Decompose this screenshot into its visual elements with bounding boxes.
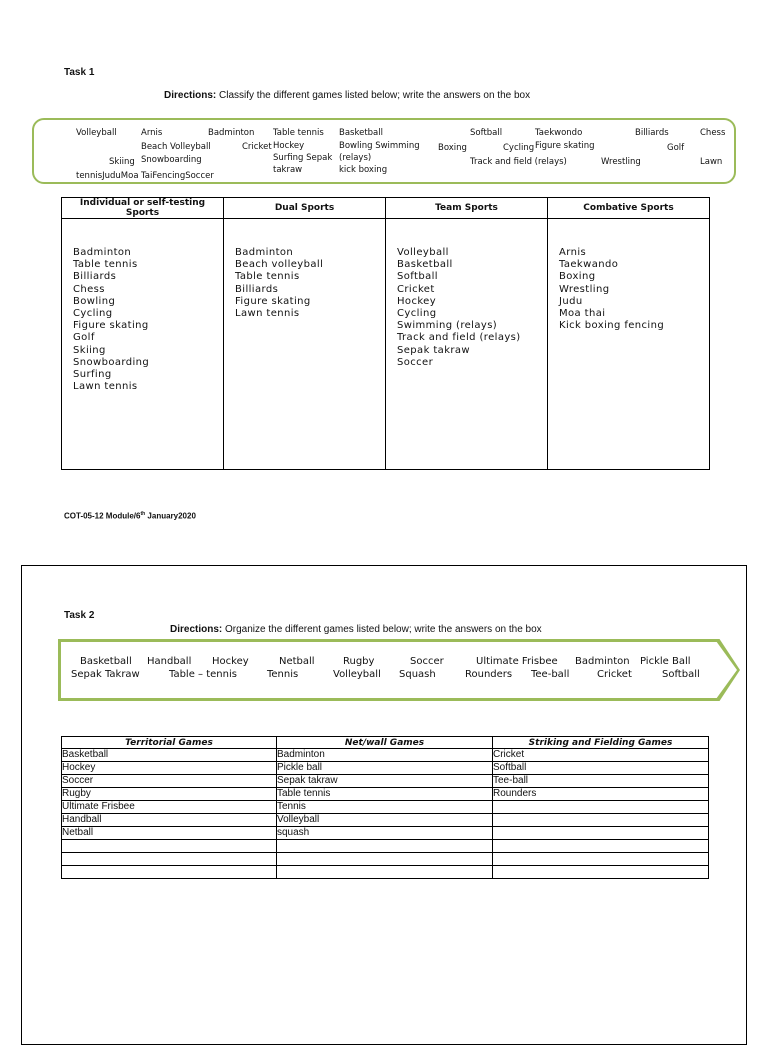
table-cell (277, 840, 493, 853)
t2-header-netwall: Net/wall Games (277, 737, 493, 749)
sport-item: Wrestling (559, 283, 610, 295)
footer-sup: th (140, 511, 146, 517)
table-cell: Rounders (493, 788, 709, 801)
table-cell (62, 840, 277, 853)
table-row (62, 775, 709, 788)
word-lawn: Lawn (700, 157, 723, 167)
word-takraw: takraw (273, 165, 303, 175)
task2-word: Basketball (80, 656, 132, 667)
task2-word: Squash (399, 669, 436, 680)
table-cell: squash (277, 827, 493, 840)
task2-directions (170, 624, 542, 635)
t1-column-individual (62, 219, 224, 470)
sport-item: Snowboarding (73, 356, 150, 368)
footer-module-label (64, 511, 196, 521)
table-cell (493, 840, 709, 853)
sport-item: Kick boxing fencing (559, 320, 665, 332)
table-cell: Sepak takraw (277, 775, 493, 788)
task2-word: Softball (662, 669, 700, 680)
task2-word: Netball (279, 656, 315, 667)
word-beach-volleyball: Beach Volleyball (141, 142, 211, 152)
word-chess: Chess (700, 128, 726, 138)
t1-header-combative: Combative Sports (548, 198, 710, 219)
task2-word: Table – tennis (169, 669, 237, 680)
task1-classification-table (61, 197, 710, 470)
table-cell (493, 801, 709, 814)
word-table-tennis: Table tennis (273, 128, 324, 138)
table-cell: Hockey (62, 762, 277, 775)
word-skiing: Skiing (109, 157, 135, 167)
table-cell (277, 866, 493, 879)
sport-item: Moa thai (559, 308, 606, 320)
task2-word: Pickle Ball (640, 656, 691, 667)
sport-item: Cycling (73, 308, 113, 320)
table-cell: Basketball (62, 749, 277, 762)
sport-item: Track and field (relays) (397, 332, 521, 344)
word-taekwondo: Taekwondo (535, 128, 583, 138)
footer-text-after: January2020 (145, 511, 196, 521)
sport-item: Chess (73, 283, 105, 295)
sport-item: Bowling (73, 295, 116, 307)
word-badminton: Badminton (208, 128, 255, 138)
t1-column-combative (548, 219, 710, 470)
task2-directions-text: Organize the different games listed below; write the answers on the box (222, 624, 542, 635)
word-cricket: Cricket (242, 142, 272, 152)
table-cell: Soccer (62, 775, 277, 788)
sport-item: Billiards (235, 283, 279, 295)
word-tennis-judu: tennisJuduMoa (76, 171, 139, 181)
sport-item: Taekwando (559, 259, 619, 271)
table-cell: Tennis (277, 801, 493, 814)
task2-organize-table (61, 736, 709, 879)
word-golf: Golf (667, 143, 685, 153)
word-surfing-sepak: Surfing Sepak (273, 153, 333, 163)
task2-word: Badminton (575, 656, 630, 667)
t1-header-individual: Individual or self-testing Sports (62, 198, 224, 219)
word-snowboarding: Snowboarding (141, 155, 202, 165)
word-kick-boxing: kick boxing (339, 165, 388, 175)
table-row (62, 827, 709, 840)
t2-header-striking: Striking and Fielding Games (493, 737, 709, 749)
sport-item: Judu (559, 295, 583, 307)
word-billiards: Billiards (635, 128, 669, 138)
sport-item: Skiing (73, 344, 106, 356)
t1-header-dual: Dual Sports (224, 198, 386, 219)
task2-word: Cricket (597, 669, 632, 680)
table-row (62, 788, 709, 801)
word-boxing: Boxing (438, 143, 467, 153)
sport-item: Figure skating (235, 295, 311, 307)
sport-item: Swimming (relays) (397, 320, 498, 332)
task1-directions (164, 90, 530, 101)
task2-word: Hockey (212, 656, 249, 667)
table-cell (277, 853, 493, 866)
table-cell: Handball (62, 814, 277, 827)
sport-item: Sepak takraw (397, 344, 471, 356)
word-track-field: Track and field (relays) (470, 157, 567, 167)
sport-item: Figure skating (73, 320, 149, 332)
table-cell: Tee-ball (493, 775, 709, 788)
sport-item: Surfing (73, 369, 112, 381)
table-row (62, 840, 709, 853)
sport-item: Softball (397, 271, 438, 283)
sport-item: Badminton (73, 247, 132, 258)
word-volleyball: Volleyball (76, 128, 117, 138)
word-arnis: Arnis (141, 128, 163, 138)
table-cell (62, 853, 277, 866)
word-figure-skating: Figure skating (535, 141, 595, 151)
table-row (62, 801, 709, 814)
table-cell: Pickle ball (277, 762, 493, 775)
sport-item: Badminton (235, 247, 294, 258)
sport-item: Beach volleyball (235, 259, 324, 271)
table-cell (493, 866, 709, 879)
table-cell: Table tennis (277, 788, 493, 801)
sport-item: Table tennis (235, 271, 300, 283)
table-cell: Ultimate Frisbee (62, 801, 277, 814)
task2-word: Tee-ball (531, 669, 570, 680)
table-cell: Volleyball (277, 814, 493, 827)
sport-item: Table tennis (73, 259, 138, 271)
footer-text: COT-05-12 Module/6 (64, 511, 141, 521)
task2-word: Sepak Takraw (71, 669, 140, 680)
word-relays: (relays) (339, 153, 372, 163)
table-cell (493, 853, 709, 866)
table-cell (62, 866, 277, 879)
table-cell (493, 814, 709, 827)
task1-title: Task 1 (64, 67, 95, 78)
task1-directions-text: Classify the different games listed below; write the answers on the box (216, 90, 531, 101)
word-taifencing: TaiFencingSoccer (141, 171, 214, 181)
sport-item: Golf (73, 332, 95, 344)
word-softball: Softball (470, 128, 503, 138)
t1-column-dual (224, 219, 386, 470)
word-bowling-swimming: Bowling Swimming (339, 141, 420, 151)
task2-word: Volleyball (333, 669, 381, 680)
sport-item: Boxing (559, 271, 596, 283)
t2-header-territorial: Territorial Games (62, 737, 277, 749)
sport-item: Lawn tennis (73, 381, 138, 393)
task2-word: Handball (147, 656, 192, 667)
task1-directions-label: Directions: (164, 90, 217, 101)
table-cell: Softball (493, 762, 709, 775)
task2-title: Task 2 (64, 610, 95, 621)
table-row (62, 762, 709, 775)
word-hockey: Hockey (273, 141, 305, 151)
t1-column-team (386, 219, 548, 470)
task2-word: Tennis (267, 669, 299, 680)
table-row (62, 814, 709, 827)
t1-header-team: Team Sports (386, 198, 548, 219)
task2-word: Rounders (465, 669, 513, 680)
word-wrestling: Wrestling (601, 157, 641, 167)
task2-word: Soccer (410, 656, 444, 667)
table-cell (493, 827, 709, 840)
word-basketball: Basketball (339, 128, 383, 138)
sport-item: Cricket (397, 283, 435, 295)
task2-directions-label: Directions: (170, 624, 223, 635)
sport-item: Cycling (397, 308, 437, 320)
table-cell: Cricket (493, 749, 709, 762)
sport-item: Arnis (559, 247, 587, 258)
table-row (62, 866, 709, 879)
table-cell: Netball (62, 827, 277, 840)
task2-word: Ultimate Frisbee (476, 656, 558, 667)
sport-item: Lawn tennis (235, 308, 300, 320)
sport-item: Soccer (397, 356, 434, 368)
table-row (62, 853, 709, 866)
table-row (62, 749, 709, 762)
task2-word: Rugby (343, 656, 375, 667)
sport-item: Volleyball (397, 247, 449, 258)
table-cell: Badminton (277, 749, 493, 762)
sport-item: Hockey (397, 295, 437, 307)
sport-item: Basketball (397, 259, 453, 271)
sport-item: Billiards (73, 271, 117, 283)
table-cell: Rugby (62, 788, 277, 801)
word-cycling: Cycling (503, 143, 535, 153)
